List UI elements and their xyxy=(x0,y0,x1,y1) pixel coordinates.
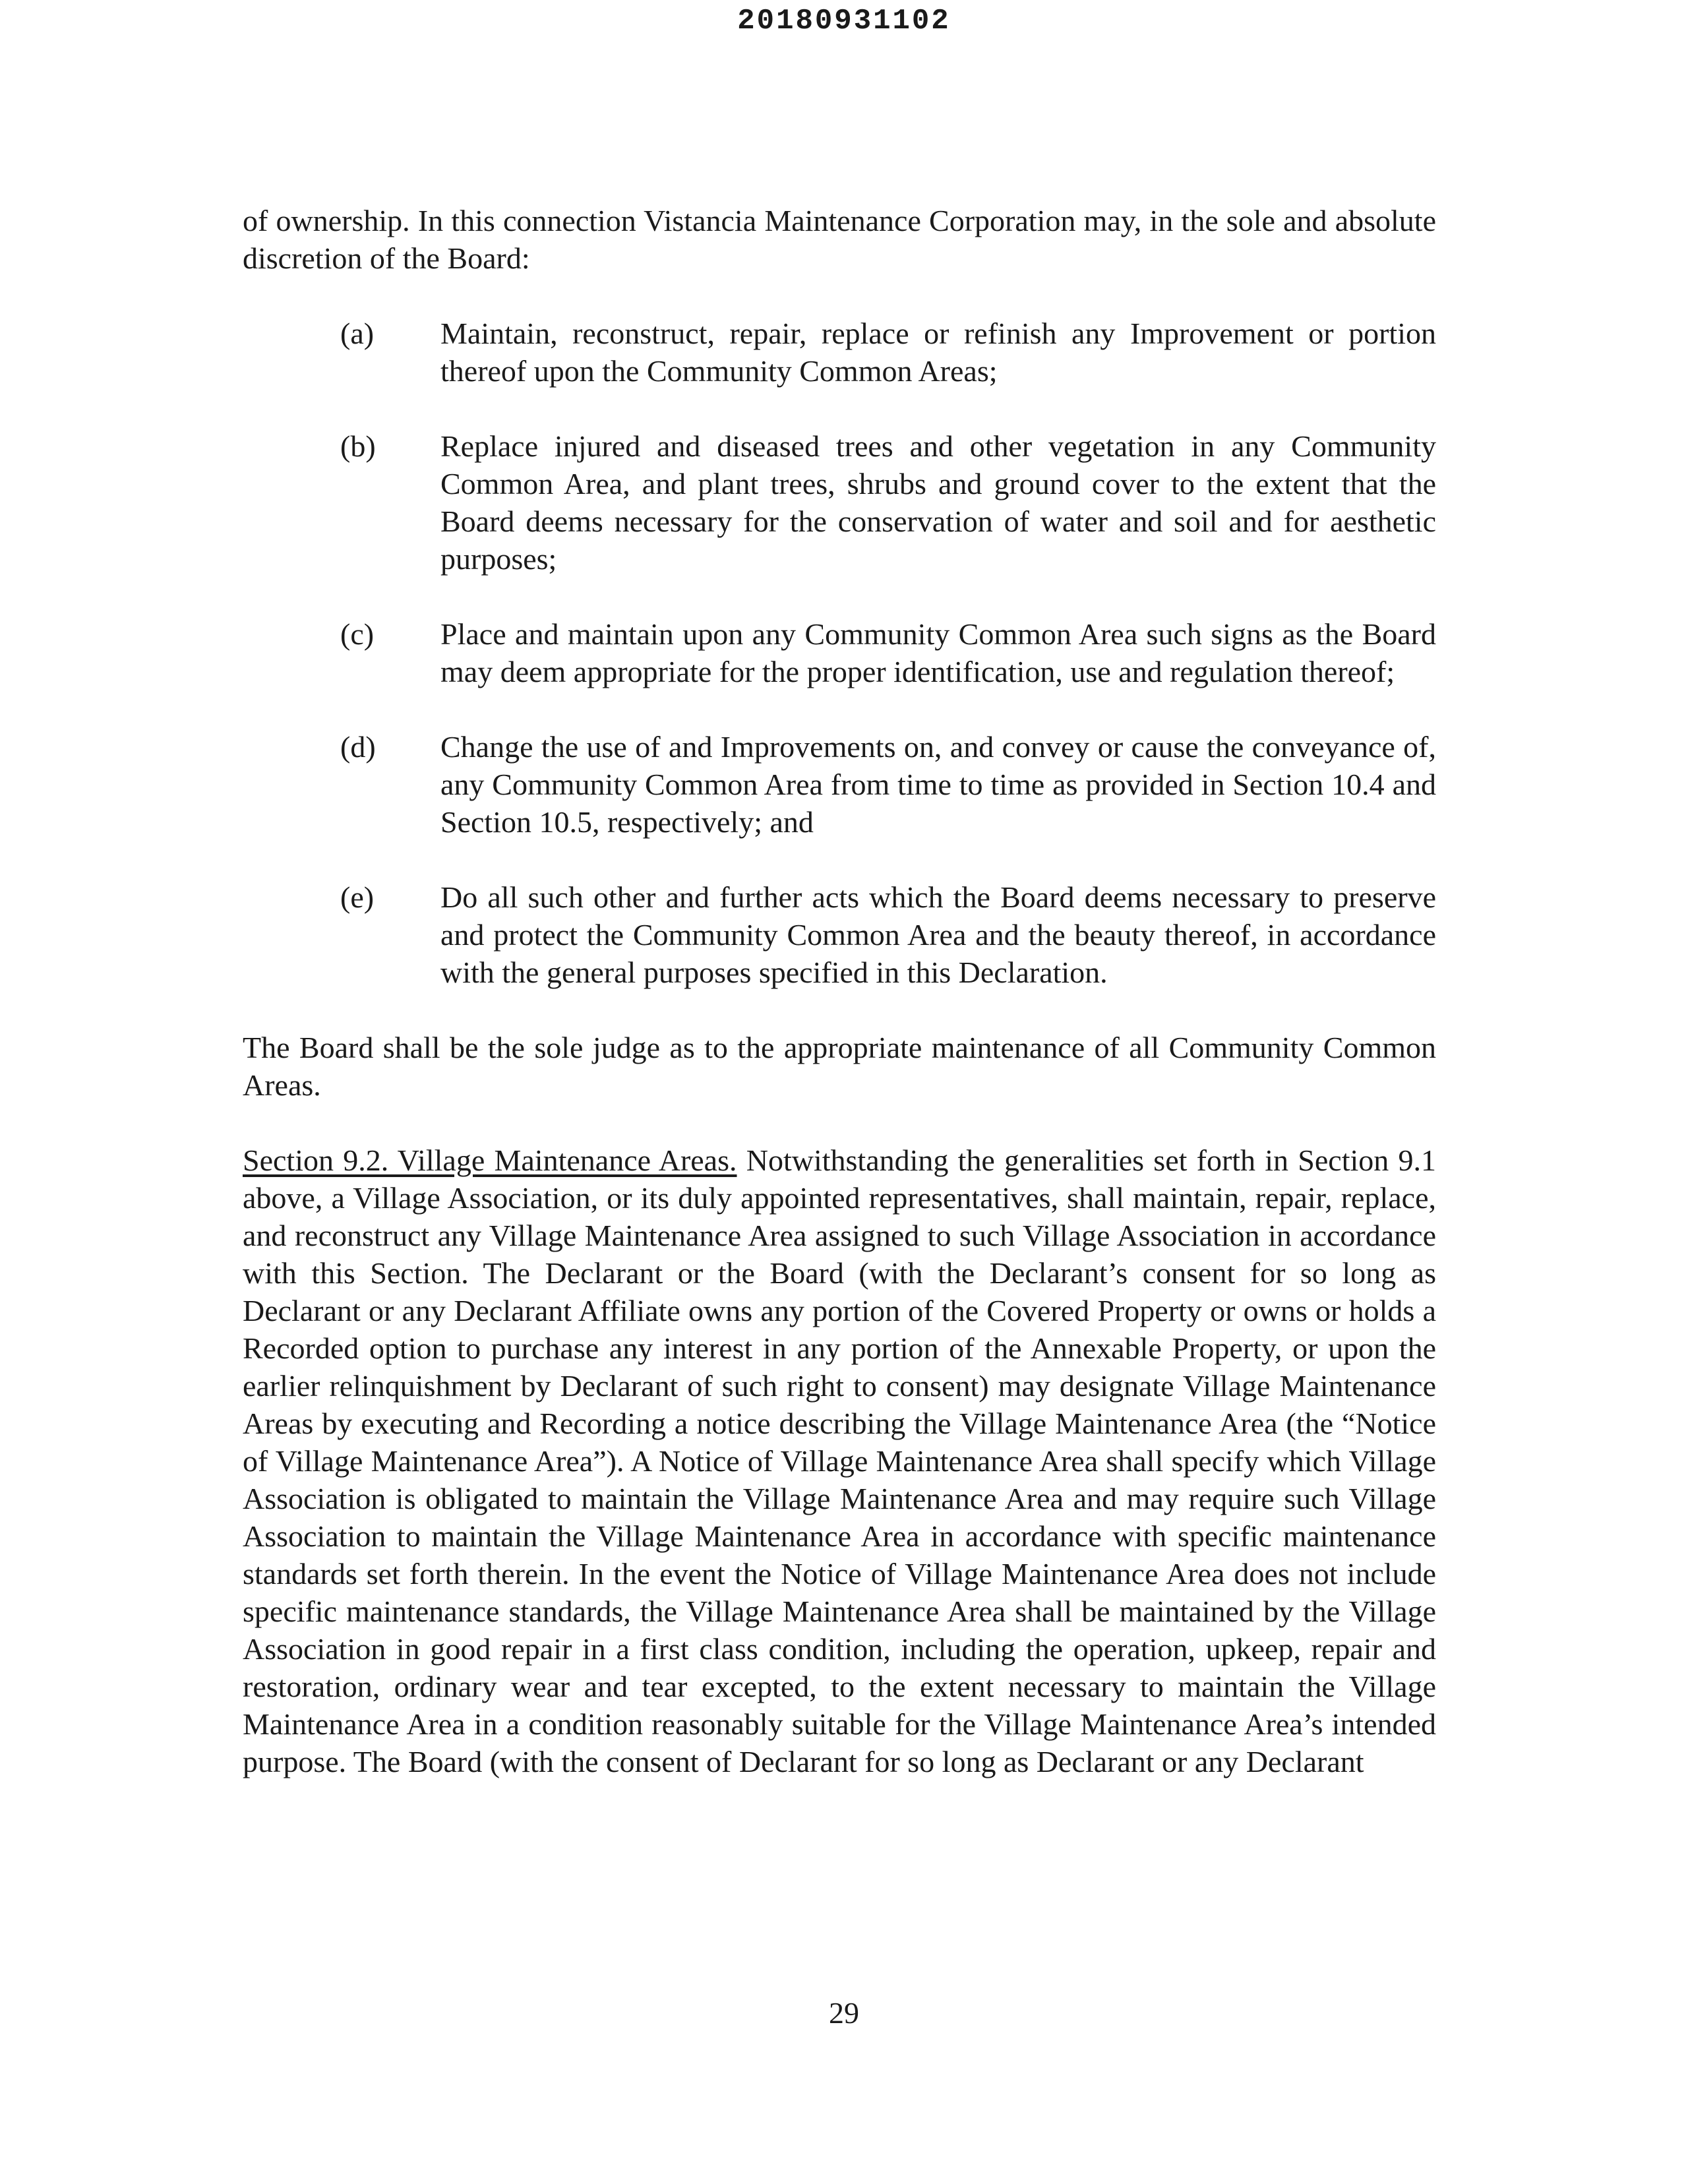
list-item-text: Replace injured and diseased trees and other vegetation in any Community Common Area, and plant trees, shrubs and ground cover to the extent that the Board deems necessary for the conservation of water and soil and for aesthetic purposes; xyxy=(440,429,1436,576)
intro-paragraph: of ownership. In this connection Vistancia Maintenance Corporation may, in the sole and absolute discretion of the Board: xyxy=(243,204,1436,275)
section-9-2-paragraph xyxy=(243,1141,1436,1780)
list-item-text: Do all such other and further acts which the Board deems necessary to preserve and protect the Community Common Area and the beauty thereof, in accordance with the general purposes specified in this Declaration. xyxy=(440,880,1436,989)
section-body: Notwithstanding the generalities set forth in Section 9.1 above, a Village Association, or its duly appointed representatives, shall maintain, repair, replace, and reconstruct any Village Maintenance Area assigned to such Village Association in accordance with this Section. The Declarant or the Board (with the Declarant’s consent for so long as Declarant or any Declarant Affiliate owns any portion of the Covered Property or owns or holds a Recorded option to purchase any interest in any portion of the Annexable Property, or upon the earlier relinquishment by Declarant of such right to consent) may designate Village Maintenance Areas by executing and Recording a notice describing the Village Maintenance Area (the “Notice of Village Maintenance Area”). A Notice of Village Maintenance Area shall specify which Village Association is obligated to maintain the Village Maintenance Area and may require such Village Association to maintain the Village Maintenance Area in accordance with specific maintenance standards set forth therein. In the event the Notice of Village Maintenance Area does not include specific maintenance standards, the Village Maintenance Area shall be maintained by the Village Association in good repair in a first class condition, including the operation, upkeep, repair and restoration, ordinary wear and tear excepted, to the extent necessary to maintain the Village Maintenance Area in a condition reasonably suitable for the Village Maintenance Area’s intended purpose. The Board (with the consent of Declarant for so long as Declarant or any Declarant xyxy=(243,1143,1437,1778)
list-item-label: (e) xyxy=(340,880,375,914)
list-item-a xyxy=(243,315,1436,390)
list-item-e xyxy=(243,878,1436,991)
list-item-c xyxy=(243,615,1436,690)
section-heading: Section 9.2. Village Maintenance Areas. xyxy=(243,1143,737,1177)
page-number: 29 xyxy=(829,1996,859,2030)
list-item-label: (c) xyxy=(340,617,375,651)
list-item-label: (b) xyxy=(340,429,376,463)
list-item-b xyxy=(243,427,1436,578)
list-item-text: Place and maintain upon any Community Common Area such signs as the Board may deem appropriate for the proper identification, use and regulation thereof; xyxy=(440,617,1436,688)
page-body xyxy=(243,202,1436,1780)
list-item-label: (d) xyxy=(340,730,376,764)
document-number: 20180931102 xyxy=(737,5,951,38)
list-item-text: Maintain, reconstruct, repair, replace or refinish any Improvement or portion thereof upon the Community Common Areas; xyxy=(440,317,1436,388)
list-item-text: Change the use of and Improvements on, and convey or cause the conveyance of, any Community Common Area from time to time as provided in Section 10.4 and Section 10.5, respectively; and xyxy=(440,730,1436,839)
enumerated-list xyxy=(243,315,1436,991)
list-item-d xyxy=(243,728,1436,841)
closing-paragraph: The Board shall be the sole judge as to the appropriate maintenance of all Community Common Areas. xyxy=(243,1031,1436,1102)
list-item-label: (a) xyxy=(340,317,375,350)
